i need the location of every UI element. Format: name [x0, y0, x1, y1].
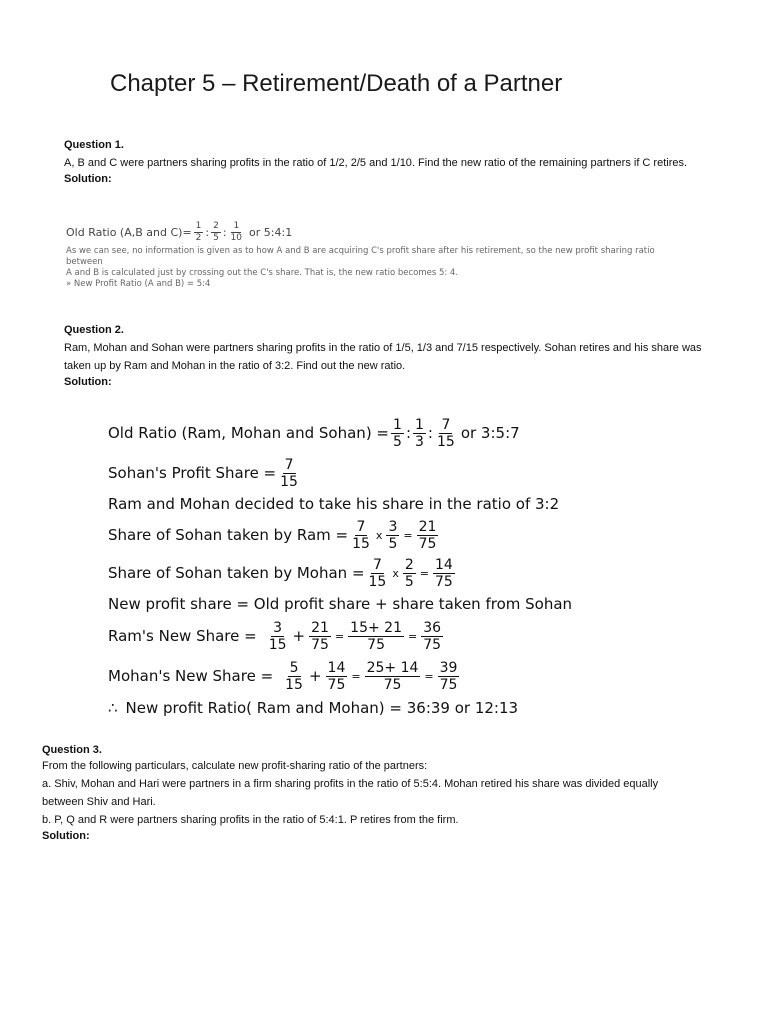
fraction: $\frac{36}{75}$: [423, 619, 442, 653]
times-sign: x: [375, 528, 383, 542]
q1-solution: [66, 222, 686, 290]
colon: :: [205, 226, 210, 239]
fraction: $\frac{1}{10}$: [230, 221, 243, 243]
decision-line: Ram and Mohan decided to take his share in the ratio of 3:2: [108, 495, 560, 513]
fraction: $\frac{1}{5}$: [393, 416, 402, 450]
question-text: From the following particulars, calculate new profit-sharing ratio of the partners:: [42, 760, 428, 772]
fraction: $\frac{7}{15}$: [368, 556, 387, 590]
fraction: $\frac{7}{15}$: [436, 416, 455, 450]
fraction: $\frac{3}{15}$: [268, 619, 287, 653]
fraction: $\frac{1}{2}$: [195, 221, 202, 243]
solution-label: Solution:: [42, 830, 90, 842]
fraction: $\frac{7}{15}$: [280, 456, 298, 490]
result-text: New profit Ratio( Ram and Mohan) = 36:39 or 12:13: [125, 699, 519, 717]
line-label: Ram's New Share =: [108, 627, 257, 645]
q2-solution: [108, 412, 668, 720]
question-part-b: b. P, Q and R were partners sharing profits in the ratio of 5:4:1. P retires from the firm.: [42, 814, 459, 826]
solution-label: Solution:: [64, 376, 112, 388]
equals-sign: =: [403, 528, 413, 542]
fraction: $\frac{21}{75}$: [418, 518, 437, 552]
solution-label: Solution:: [64, 173, 112, 185]
question-3: [42, 744, 702, 842]
fraction: $\frac{21}{75}$: [311, 619, 329, 653]
colon: :: [427, 424, 433, 442]
question-heading: Question 1.: [64, 139, 124, 151]
line-label: Mohan's New Share =: [108, 667, 274, 685]
fraction: $\frac{14}{75}$: [435, 556, 453, 590]
ratio-result: or 3:5:7: [460, 424, 520, 442]
note-line: A and B is calculated just by crossing out the C's share. That is, the new ratio becomes 5: 4.: [66, 268, 459, 278]
plus-sign: +: [292, 627, 306, 645]
note-line: As we can see, no information is given as to how A and B are acquiring C's profit share after his retirement, so the new profit sharing ratio between: [66, 246, 655, 267]
question-text: A, B and C were partners sharing profits in the ratio of 1/2, 2/5 and 1/10. Find the new ratio of the remaining partners if C retires.: [64, 157, 688, 169]
fraction: $\frac{39}{75}$: [439, 659, 458, 693]
equals-sign: =: [419, 566, 429, 580]
therefore-symbol: ∴: [108, 699, 118, 717]
mohan-new-share-line: [108, 656, 668, 696]
fraction: $\frac{2}{5}$: [213, 221, 219, 243]
ratio-result: or 5:4:1: [249, 226, 293, 239]
old-ratio-label: Old Ratio (A,B and C)=: [66, 226, 192, 239]
equals-sign: =: [407, 629, 418, 643]
result-line: [108, 696, 668, 720]
ram-taken-line: [108, 516, 668, 554]
fraction: $\frac{1}{3}$: [415, 416, 424, 450]
ram-new-share-line: [108, 616, 668, 656]
line-label: Share of Sohan taken by Ram =: [108, 526, 349, 544]
colon: :: [405, 424, 411, 442]
fraction: $\frac{3}{5}$: [388, 518, 398, 552]
question-heading: Question 2.: [64, 324, 124, 336]
question-2: [64, 324, 704, 388]
line-label: Old Ratio (Ram, Mohan and Sohan) =: [108, 424, 390, 442]
colon: :: [222, 226, 227, 239]
line-label: Share of Sohan taken by Mohan =: [108, 564, 365, 582]
fraction: $\frac{14}{75}$: [327, 659, 346, 693]
question-1: [64, 139, 704, 185]
fraction: $\frac{7}{15}$: [352, 518, 370, 552]
formula-line: New profit share = Old profit share + share taken from Sohan: [108, 595, 573, 613]
sohan-share-line: [108, 454, 668, 492]
plus-sign: +: [308, 667, 322, 685]
mohan-taken-line: [108, 554, 668, 592]
note-line: » New Profit Ratio (A and B) = 5:4: [66, 279, 211, 289]
times-sign: x: [392, 566, 399, 580]
fraction: $\frac{5}{15}$: [285, 659, 303, 693]
question-heading: Question 3.: [42, 744, 102, 756]
equals-sign: =: [351, 669, 361, 683]
old-ratio-line: [108, 412, 668, 454]
equals-sign: =: [334, 629, 345, 643]
question-text: Ram, Mohan and Sohan were partners sharing profits in the ratio of 1/5, 1/3 and 7/15 respectively. Sohan retires and his share was taken up by Ram and Mohan in the ratio of 3:2. Find out the new ratio.: [64, 342, 702, 372]
page-title: Chapter 5 – Retirement/Death of a Partner: [110, 70, 563, 97]
line-label: Sohan's Profit Share =: [108, 464, 277, 482]
equals-sign: =: [424, 669, 434, 683]
fraction: $\frac{2}{5}$: [404, 556, 414, 590]
fraction: $\frac{15+ 21}{75}$: [350, 619, 402, 653]
fraction: $\frac{25+ 14}{75}$: [366, 659, 419, 693]
old-ratio-line: [66, 222, 686, 243]
question-part-a: a. Shiv, Mohan and Hari were partners in a firm sharing profits in the ratio of 5:5:4. Mohan retired his share was divided equally between Shiv and Hari.: [42, 778, 659, 808]
